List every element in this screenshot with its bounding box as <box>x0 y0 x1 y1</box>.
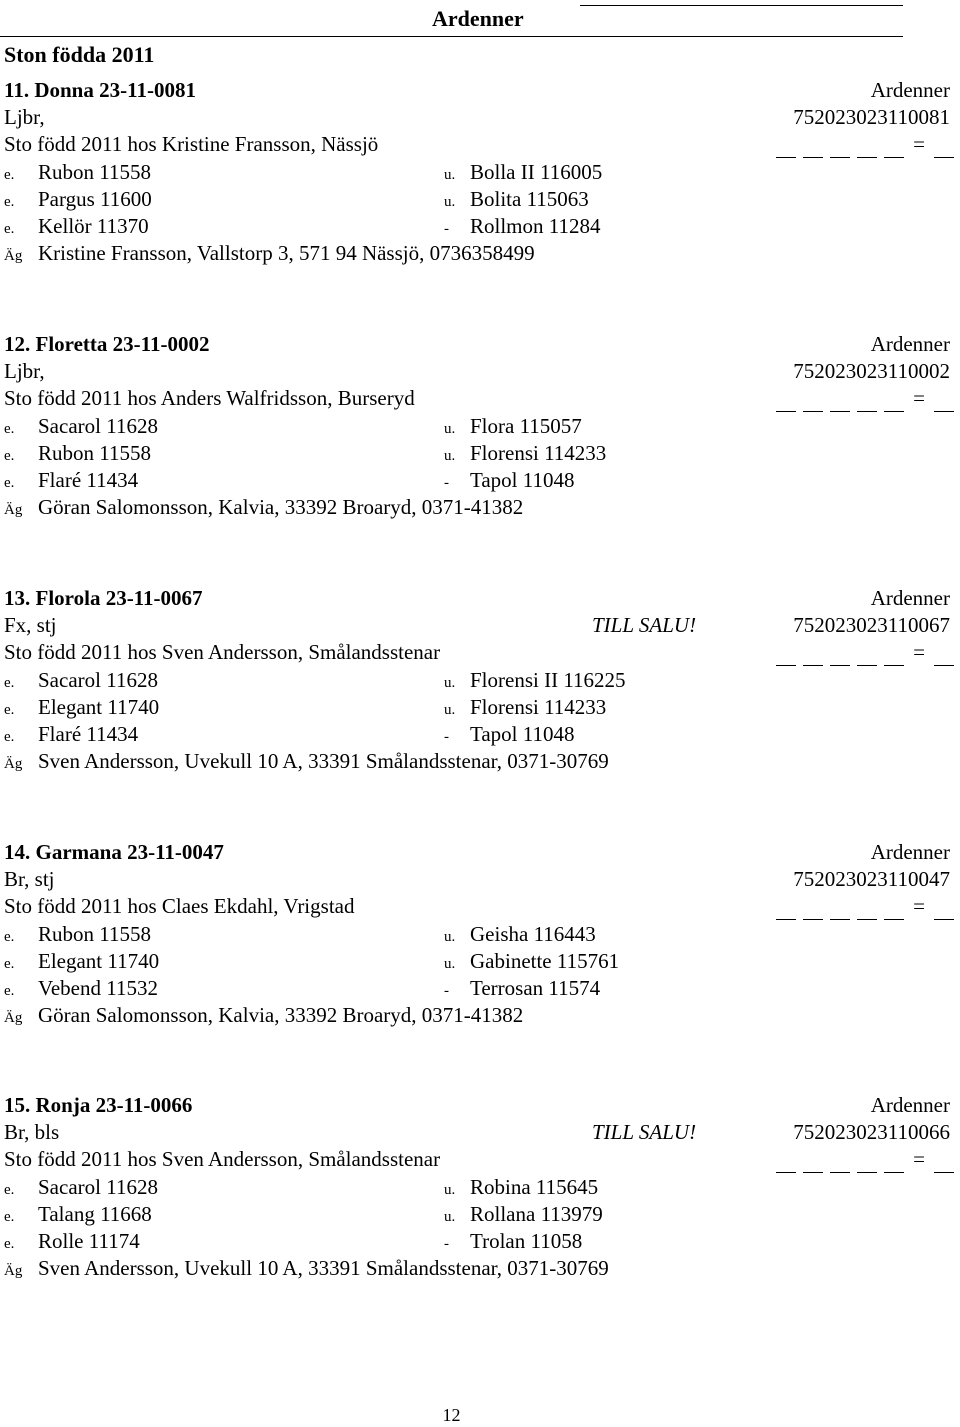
pedigree-row <box>0 213 960 240</box>
dam-prefix: u. <box>444 955 456 972</box>
dam-prefix: - <box>444 983 449 999</box>
horse-entry <box>0 585 960 785</box>
registration-number: 752023023110066 <box>793 1120 950 1145</box>
dam-prefix: - <box>444 221 449 237</box>
pedigree-row <box>0 721 960 748</box>
sire-prefix: e. <box>4 221 15 237</box>
color-marking: Ljbr, <box>4 359 45 384</box>
score-blank <box>830 1153 850 1173</box>
score-equals: = <box>913 894 925 919</box>
pedigree-row <box>0 921 960 948</box>
pedigree-row <box>0 948 960 975</box>
score-blank <box>857 138 877 158</box>
sire-name: Vebend 11532 <box>38 976 158 1000</box>
pedigree-row <box>0 694 960 721</box>
dam-name: Trolan 11058 <box>470 1229 583 1253</box>
breed-label: Ardenner <box>870 840 950 864</box>
sire-name: Flaré 11434 <box>38 722 139 746</box>
score-blank <box>803 646 823 666</box>
header-top-rule <box>580 5 903 6</box>
score-blank <box>830 392 850 412</box>
score-blanks <box>776 1146 954 1173</box>
color-marking: Fx, stj <box>4 613 57 638</box>
birth-info: Sto född 2011 hos Sven Andersson, Smålandsstenar <box>4 640 441 665</box>
score-blank <box>776 1153 796 1173</box>
dam-prefix: u. <box>444 701 456 718</box>
sire-prefix: e. <box>4 983 15 999</box>
entry-desc-row <box>0 358 960 385</box>
owner-row <box>0 1255 960 1282</box>
score-blanks <box>776 385 954 412</box>
sire-name: Sacarol 11628 <box>38 1174 158 1199</box>
score-total-blank <box>934 900 954 920</box>
score-blanks <box>776 639 954 666</box>
pedigree-row <box>0 413 960 440</box>
owner-info: Göran Salomonsson, Kalvia, 33392 Broaryd, 0371-41382 <box>38 1003 524 1028</box>
entry-birth-row <box>0 893 960 920</box>
horse-name: 11. Donna 23-11-0081 <box>4 78 196 102</box>
registration-number: 752023023110047 <box>793 867 950 892</box>
horse-name: 15. Ronja 23-11-0066 <box>4 1093 193 1117</box>
dam-name: Flora 115057 <box>470 413 582 438</box>
score-blank <box>776 392 796 412</box>
dam-prefix: - <box>444 1236 449 1252</box>
owner-info: Kristine Fransson, Vallstorp 3, 571 94 Nässjö, 0736358499 <box>38 241 535 266</box>
score-blank <box>884 1153 904 1173</box>
score-blank <box>830 138 850 158</box>
entry-name-row <box>0 77 960 104</box>
pedigree-row <box>0 1174 960 1201</box>
owner-prefix: Äg <box>4 1263 23 1280</box>
score-blank <box>884 900 904 920</box>
sire-prefix: e. <box>4 1236 15 1252</box>
owner-prefix: Äg <box>4 756 23 773</box>
entry-desc-row <box>0 866 960 893</box>
dam-name: Florensi 114233 <box>470 440 607 465</box>
score-blank <box>803 138 823 158</box>
sire-prefix: e. <box>4 928 15 945</box>
dam-name: Tapol 11048 <box>470 468 575 492</box>
score-blank <box>776 900 796 920</box>
dam-name: Florensi II 116225 <box>470 667 626 692</box>
sire-prefix: e. <box>4 193 15 210</box>
sire-name: Elegant 11740 <box>38 948 160 973</box>
pedigree-row <box>0 440 960 467</box>
dam-name: Florensi 114233 <box>470 694 607 719</box>
sire-prefix: e. <box>4 1208 15 1225</box>
sire-prefix: e. <box>4 447 15 464</box>
score-total-blank <box>934 138 954 158</box>
birth-info: Sto född 2011 hos Sven Andersson, Smålandsstenar <box>4 1147 441 1172</box>
owner-info: Sven Andersson, Uvekull 10 A, 33391 Smålandsstenar, 0371-30769 <box>38 1256 609 1281</box>
entry-name-row <box>0 585 960 612</box>
entry-desc-row <box>0 612 960 639</box>
sire-prefix: e. <box>4 420 15 437</box>
entry-name-row <box>0 839 960 866</box>
score-equals: = <box>913 132 925 157</box>
sire-prefix: e. <box>4 166 15 183</box>
dam-prefix: u. <box>444 674 456 691</box>
sire-prefix: e. <box>4 1181 15 1198</box>
score-equals: = <box>913 386 925 411</box>
registration-number: 752023023110002 <box>793 359 950 384</box>
horse-entry <box>0 331 960 531</box>
pedigree-row <box>0 186 960 213</box>
score-blank <box>776 138 796 158</box>
score-blank <box>776 646 796 666</box>
dam-name: Terrosan 11574 <box>470 976 601 1000</box>
score-blanks <box>776 893 954 920</box>
pedigree-row <box>0 467 960 494</box>
score-total-blank <box>934 646 954 666</box>
sire-name: Pargus 11600 <box>38 186 152 211</box>
entry-desc-row <box>0 1119 960 1146</box>
birth-info: Sto född 2011 hos Kristine Fransson, Nässjö <box>4 132 379 157</box>
entry-desc-row <box>0 104 960 131</box>
owner-row <box>0 748 960 775</box>
score-total-blank <box>934 1153 954 1173</box>
entry-name-row <box>0 1092 960 1119</box>
sire-name: Sacarol 11628 <box>38 413 158 438</box>
dam-prefix: - <box>444 475 449 491</box>
score-blanks <box>776 131 954 158</box>
score-blank <box>857 1153 877 1173</box>
catalog-header-title: Ardenner <box>432 6 524 31</box>
sire-prefix: e. <box>4 729 15 745</box>
dam-prefix: u. <box>444 928 456 945</box>
dam-prefix: u. <box>444 447 456 464</box>
header-rule <box>0 36 903 37</box>
sire-name: Rubon 11558 <box>38 159 151 184</box>
owner-prefix: Äg <box>4 502 23 519</box>
owner-prefix: Äg <box>4 1010 23 1027</box>
birth-info: Sto född 2011 hos Anders Walfridsson, Burseryd <box>4 386 415 411</box>
score-blank <box>857 900 877 920</box>
sire-prefix: e. <box>4 955 15 972</box>
pedigree-row <box>0 159 960 186</box>
sire-prefix: e. <box>4 701 15 718</box>
sire-name: Elegant 11740 <box>38 694 160 719</box>
birth-info: Sto född 2011 hos Claes Ekdahl, Vrigstad <box>4 894 355 919</box>
for-sale-label: TILL SALU! <box>592 1120 697 1145</box>
dam-name: Rollana 113979 <box>470 1201 603 1226</box>
score-equals: = <box>913 640 925 665</box>
section-heading: Ston födda 2011 <box>4 42 155 67</box>
sire-name: Flaré 11434 <box>38 468 139 492</box>
for-sale-label: TILL SALU! <box>592 613 697 638</box>
score-blank <box>803 392 823 412</box>
pedigree-row <box>0 667 960 694</box>
dam-name: Rollmon 11284 <box>470 214 601 238</box>
breed-label: Ardenner <box>870 1093 950 1117</box>
owner-info: Sven Andersson, Uvekull 10 A, 33391 Smålandsstenar, 0371-30769 <box>38 749 609 774</box>
entry-birth-row <box>0 131 960 158</box>
dam-prefix: - <box>444 729 449 745</box>
owner-info: Göran Salomonsson, Kalvia, 33392 Broaryd, 0371-41382 <box>38 495 524 520</box>
color-marking: Br, bls <box>4 1120 60 1145</box>
horse-entry <box>0 77 960 277</box>
score-blank <box>803 1153 823 1173</box>
score-total-blank <box>934 392 954 412</box>
score-blank <box>884 392 904 412</box>
color-marking: Ljbr, <box>4 105 45 130</box>
sire-name: Rolle 11174 <box>38 1229 140 1253</box>
dam-name: Bolla II 116005 <box>470 159 603 184</box>
sire-name: Kellör 11370 <box>38 214 149 238</box>
sire-name: Talang 11668 <box>38 1201 152 1226</box>
horse-name: 13. Florola 23-11-0067 <box>4 586 203 610</box>
entry-name-row <box>0 331 960 358</box>
dam-name: Robina 115645 <box>470 1174 599 1199</box>
horse-entry <box>0 1092 960 1292</box>
score-equals: = <box>913 1147 925 1172</box>
sire-name: Rubon 11558 <box>38 921 151 946</box>
horse-name: 14. Garmana 23-11-0047 <box>4 840 224 864</box>
registration-number: 752023023110067 <box>793 613 950 638</box>
registration-number: 752023023110081 <box>793 105 950 130</box>
dam-prefix: u. <box>444 1181 456 1198</box>
score-blank <box>884 646 904 666</box>
sire-prefix: e. <box>4 475 15 491</box>
owner-row <box>0 240 960 267</box>
owner-row <box>0 494 960 521</box>
dam-name: Bolita 115063 <box>470 186 589 211</box>
horse-entry <box>0 839 960 1039</box>
pedigree-row <box>0 1201 960 1228</box>
owner-row <box>0 1002 960 1029</box>
page-number: 12 <box>442 1405 461 1425</box>
dam-name: Geisha 116443 <box>470 921 596 946</box>
breed-label: Ardenner <box>870 332 950 356</box>
color-marking: Br, stj <box>4 867 55 892</box>
entry-birth-row <box>0 639 960 666</box>
score-blank <box>830 646 850 666</box>
horse-name: 12. Floretta 23-11-0002 <box>4 332 210 356</box>
sire-prefix: e. <box>4 674 15 691</box>
breed-label: Ardenner <box>870 586 950 610</box>
dam-prefix: u. <box>444 193 456 210</box>
score-blank <box>857 646 877 666</box>
entry-birth-row <box>0 385 960 412</box>
dam-prefix: u. <box>444 1208 456 1225</box>
score-blank <box>803 900 823 920</box>
pedigree-row <box>0 1228 960 1255</box>
score-blank <box>857 392 877 412</box>
dam-name: Tapol 11048 <box>470 722 575 746</box>
dam-prefix: u. <box>444 420 456 437</box>
score-blank <box>830 900 850 920</box>
score-blank <box>884 138 904 158</box>
entry-birth-row <box>0 1146 960 1173</box>
pedigree-row <box>0 975 960 1002</box>
sire-name: Rubon 11558 <box>38 440 151 465</box>
sire-name: Sacarol 11628 <box>38 667 158 692</box>
breed-label: Ardenner <box>870 78 950 102</box>
dam-name: Gabinette 115761 <box>470 948 620 973</box>
owner-prefix: Äg <box>4 248 23 265</box>
dam-prefix: u. <box>444 166 456 183</box>
